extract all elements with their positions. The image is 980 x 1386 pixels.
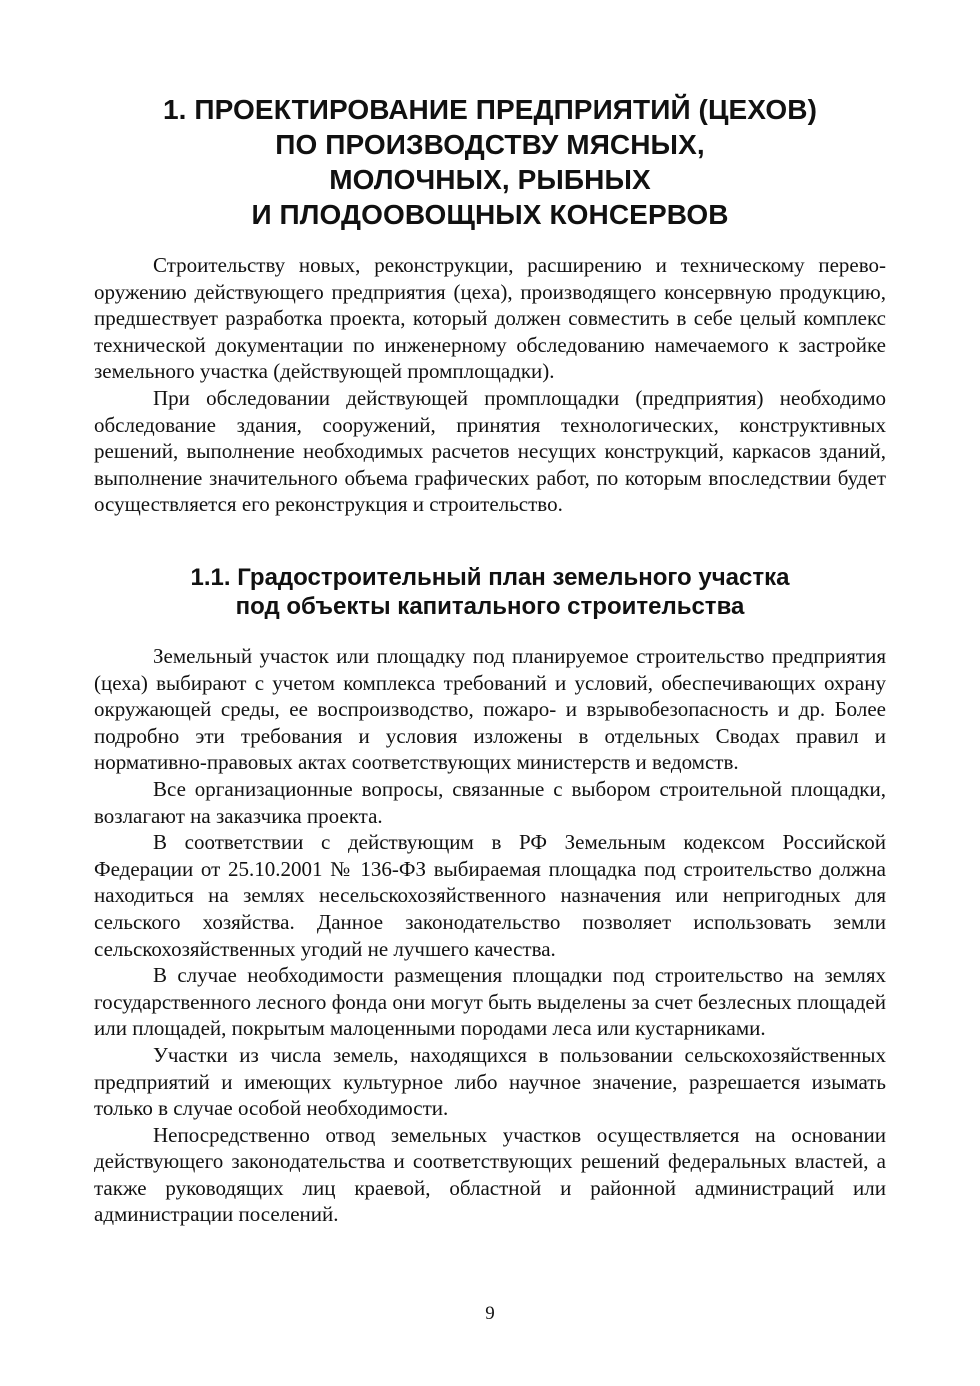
chapter-title (95, 92, 885, 232)
paragraph: В соответствии с действующим в РФ Земельным кодексом Российской Федерации от 25.10.2001 № 136-ФЗ выбираемая площадка под строительство должна находиться на землях несельскохозяйственного назначения или непригодных для сельского хозяйства. Данное законодательство позволяет использовать земли сельскохозяйственных угодий не лучшего качества. (94, 830, 886, 961)
chapter-title-line: И ПЛОДООВОЩНЫХ КОНСЕРВОВ (251, 199, 729, 230)
paragraph: Земельный участок или площадку под планируемое строительство предприятия (цеха) выбирают с учетом комплекса требований и условий, обеспечивающих охрану окружающей среды, ее воспроизводство, пожаро- и взрывобезопасность и др. Более подробно эти требования и условия изложены в отдельных Сводах правил и нормативно-правовых актах соответствующих министерств и ведомств. (94, 644, 886, 775)
page-number: 9 (485, 1303, 495, 1324)
section-title-line: 1.1. Градостроительный план земельного участка (190, 564, 790, 591)
section-title-line: под объекты капитального строительства (235, 593, 745, 620)
paragraph: Все организационные вопросы, связанные с выбором строительной площадки, возлагают на заказчика проекта. (94, 776, 886, 828)
section-title (95, 563, 885, 621)
paragraph: Участки из числа земель, находящихся в пользовании сельскохозяйственных предприятий и имеющих культурное либо научное значение, разрешается изымать только в случае особой необходимости. (94, 1042, 886, 1121)
chapter-title-line: ПО ПРОИЗВОДСТВУ МЯСНЫХ, (275, 129, 705, 160)
chapter-intro-text (94, 252, 886, 518)
paragraph: Строительству новых, реконструкции, расширению и техническому перевооружению действующего предприятия (цеха), производящего консервную продукцию, предшествует разработка проекта, который должен совместить в себе целый комплекс технической документации по инженерному обследованию намечаемого к застройке земельного участка (действующей промплощадки). (94, 253, 886, 384)
chapter-title-line: МОЛОЧНЫХ, РЫБНЫХ (329, 164, 651, 195)
paragraph: При обследовании действующей промплощадки (предприятия) необходимо обследование здания, сооружений, принятия технологических, конструктивных решений, выполнение необходимых расчетов несущих конструкций, каркасов зданий, выполнение значительного объема графических работ, по которым впоследствии будет осуществляется его реконструкция и строительство. (94, 385, 886, 517)
paragraph: Непосредственно отвод земельных участков осуществляется на основании действующего законодательства и соответствующих решений федеральных властей, а также руководящих лиц краевой, областной и районной администраций или администрации поселений. (94, 1122, 886, 1227)
chapter-title-line: 1. ПРОЕКТИРОВАНИЕ ПРЕДПРИЯТИЙ (ЦЕХОВ) (162, 94, 817, 125)
paragraph: В случае необходимости размещения площадки под строительство на землях государственного лесного фонда они могут быть выделены за счет безлесных площадей или площадей, покрытым малоценными породами леса или кустарниками. (94, 963, 886, 1041)
section-body-text (94, 643, 886, 1228)
